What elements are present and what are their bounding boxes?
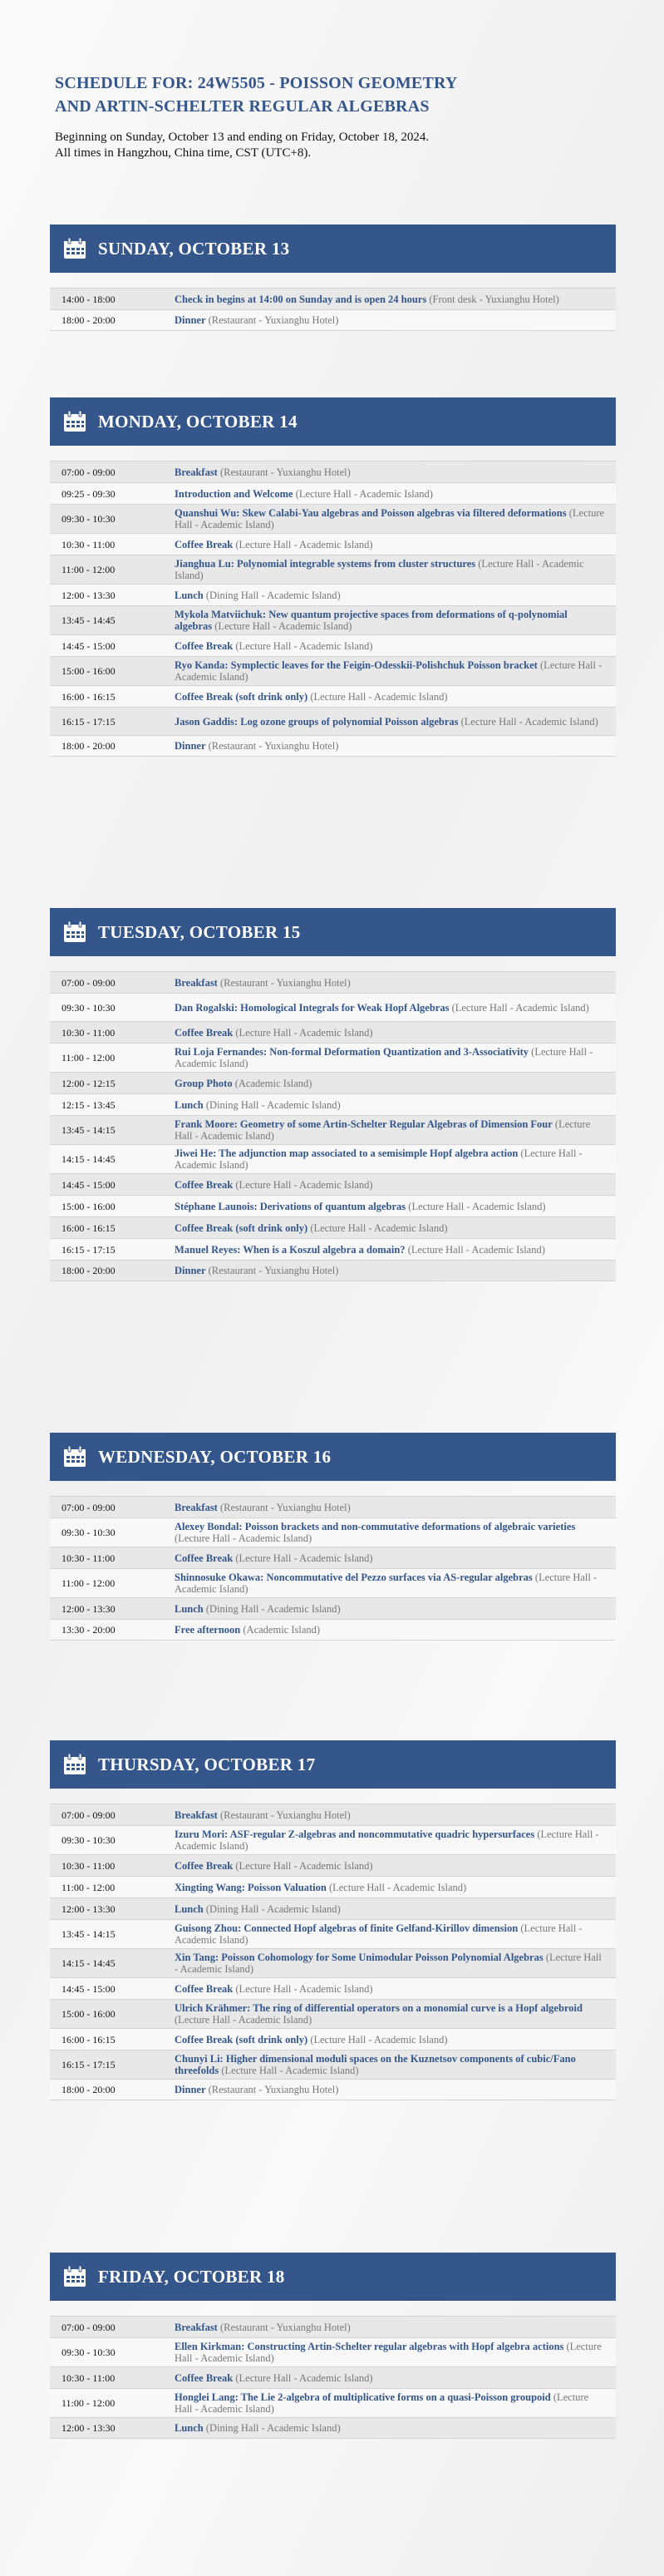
schedule-row bbox=[50, 707, 616, 735]
day-title: FRIDAY, OCTOBER 18 bbox=[98, 2266, 285, 2287]
event-title[interactable]: Coffee Break (soft drink only) bbox=[175, 690, 308, 703]
event-time: 13:45 - 14:45 bbox=[61, 614, 116, 626]
event-location: (Lecture Hall - Academic Island) bbox=[408, 1200, 546, 1212]
event-location: (Academic Island) bbox=[234, 1077, 312, 1089]
event-title[interactable]: Introduction and Welcome bbox=[175, 487, 293, 500]
day-section bbox=[50, 1740, 616, 2100]
day-banner bbox=[50, 1433, 616, 1481]
event-title[interactable]: Lunch bbox=[175, 1602, 204, 1615]
day-title: WEDNESDAY, OCTOBER 16 bbox=[98, 1446, 332, 1467]
event-location: (Lecture Hall - Academic Island) bbox=[310, 2033, 448, 2046]
event-title[interactable]: Coffee Break bbox=[175, 1178, 234, 1191]
schedule-row bbox=[50, 2028, 616, 2050]
day-section bbox=[50, 1433, 616, 1641]
schedule-row bbox=[50, 584, 616, 605]
event-time: 10:30 - 11:00 bbox=[61, 1026, 116, 1039]
event-title[interactable]: Ulrich Krähmer: The ring of differential operators on a monomial curve is a Hopf algebroid bbox=[175, 2002, 583, 2014]
day-banner bbox=[50, 397, 616, 446]
event-location: (Dining Hall - Academic Island) bbox=[205, 1902, 341, 1915]
schedule-row bbox=[50, 971, 616, 993]
event-time: 09:25 - 09:30 bbox=[61, 487, 116, 500]
event-title[interactable]: Coffee Break bbox=[175, 538, 234, 550]
schedule-row bbox=[50, 504, 616, 533]
event-description bbox=[175, 659, 616, 683]
event-description bbox=[175, 2002, 616, 2026]
event-time: 16:00 - 16:15 bbox=[61, 690, 116, 703]
day-title: TUESDAY, OCTOBER 15 bbox=[98, 921, 301, 942]
event-location: (Lecture Hall - Academic Island) bbox=[235, 1552, 373, 1564]
event-location: (Lecture Hall - Academic Island) bbox=[235, 2371, 373, 2384]
event-description bbox=[175, 1078, 616, 1089]
event-title[interactable]: Manuel Reyes: When is a Koszul algebra a domain? bbox=[175, 1243, 406, 1256]
day-banner bbox=[50, 225, 616, 273]
event-time: 09:30 - 10:30 bbox=[61, 513, 116, 525]
event-title[interactable]: Quanshui Wu: Skew Calabi-Yau algebras and Poisson algebras via filtered deformations bbox=[175, 507, 567, 519]
event-description bbox=[175, 1521, 616, 1544]
event-location: (Lecture Hall - Academic Island) bbox=[328, 1881, 467, 1893]
schedule-row bbox=[50, 1238, 616, 1260]
event-time: 11:00 - 12:00 bbox=[61, 1577, 116, 1589]
event-location: (Lecture Hall - Academic Island) bbox=[407, 1243, 545, 1256]
event-location: (Lecture Hall - Academic Island) bbox=[175, 2341, 602, 2364]
calendar-icon bbox=[63, 238, 86, 259]
event-time: 15:00 - 16:00 bbox=[61, 1200, 116, 1212]
schedule-row bbox=[50, 1597, 616, 1619]
event-description bbox=[175, 1002, 616, 1014]
schedule-row bbox=[50, 2337, 616, 2366]
event-time: 07:00 - 09:00 bbox=[61, 1501, 116, 1513]
event-description bbox=[175, 558, 616, 581]
event-time: 16:00 - 16:15 bbox=[61, 2033, 116, 2046]
event-title[interactable]: Frank Moore: Geometry of some Artin-Schelter Regular Algebras of Dimension Four bbox=[175, 1118, 553, 1130]
event-time: 10:30 - 11:00 bbox=[61, 538, 116, 550]
schedule-table bbox=[50, 1804, 616, 2100]
schedule-row bbox=[50, 993, 616, 1021]
event-title[interactable]: Xingting Wang: Poisson Valuation bbox=[175, 1881, 327, 1893]
event-description bbox=[175, 1882, 616, 1893]
schedule-row bbox=[50, 533, 616, 555]
event-description bbox=[175, 2322, 616, 2333]
schedule-row bbox=[50, 656, 616, 685]
schedule-row bbox=[50, 1260, 616, 1281]
event-time: 16:15 - 17:15 bbox=[61, 715, 116, 728]
day-banner bbox=[50, 908, 616, 956]
event-location: (Lecture Hall - Academic Island) bbox=[214, 620, 352, 632]
event-title[interactable]: Jiwei He: The adjunction map associated to a semisimple Hopf algebra action bbox=[175, 1147, 519, 1159]
event-description bbox=[175, 314, 616, 326]
event-title[interactable]: Coffee Break bbox=[175, 1026, 234, 1039]
event-time: 07:00 - 09:00 bbox=[61, 2321, 116, 2333]
event-description bbox=[175, 1027, 616, 1039]
event-description bbox=[175, 1244, 616, 1256]
event-time: 09:30 - 10:30 bbox=[61, 1527, 116, 1538]
event-location: (Lecture Hall - Academic Island) bbox=[235, 1026, 373, 1039]
event-title[interactable]: Ryo Kanda: Symplectic leaves for the Feigin-Odesskii-Polishchuk Poisson bracket bbox=[175, 659, 538, 671]
event-title[interactable]: Breakfast bbox=[175, 2321, 218, 2333]
event-time: 11:00 - 12:00 bbox=[61, 1052, 116, 1063]
event-title[interactable]: Free afternoon bbox=[175, 1624, 241, 1636]
schedule-table bbox=[50, 971, 616, 1281]
event-time: 12:00 - 13:30 bbox=[61, 1602, 116, 1615]
event-description bbox=[175, 590, 616, 601]
event-description bbox=[175, 1809, 616, 1821]
event-location: (Restaurant - Yuxianghu Hotel) bbox=[208, 740, 339, 752]
event-title[interactable]: Lunch bbox=[175, 589, 204, 601]
event-title[interactable]: Lunch bbox=[175, 2422, 204, 2434]
event-time: 09:30 - 10:30 bbox=[61, 2347, 116, 2358]
event-time: 14:45 - 15:00 bbox=[61, 639, 116, 652]
event-description bbox=[175, 740, 616, 752]
event-description bbox=[175, 1828, 616, 1852]
event-location: (Restaurant - Yuxianghu Hotel) bbox=[219, 2321, 351, 2333]
schedule-row bbox=[50, 1619, 616, 1641]
event-time: 12:15 - 13:45 bbox=[61, 1098, 116, 1111]
event-title[interactable]: Coffee Break bbox=[175, 1552, 234, 1564]
schedule-row bbox=[50, 288, 616, 309]
event-title[interactable]: Breakfast bbox=[175, 1809, 218, 1821]
schedule-row bbox=[50, 482, 616, 504]
event-description bbox=[175, 1099, 616, 1111]
event-description bbox=[175, 1860, 616, 1872]
event-title[interactable]: Jason Gaddis: Log ozone groups of polynomial Poisson algebras bbox=[175, 715, 459, 728]
event-time: 18:00 - 20:00 bbox=[61, 1265, 116, 1276]
schedule-row bbox=[50, 1876, 616, 1897]
event-location: (Restaurant - Yuxianghu Hotel) bbox=[219, 1501, 351, 1513]
event-location: (Restaurant - Yuxianghu Hotel) bbox=[219, 976, 351, 989]
schedule-row bbox=[50, 1144, 616, 1173]
event-time: 14:45 - 15:00 bbox=[61, 1178, 116, 1191]
event-description bbox=[175, 539, 616, 550]
event-time: 15:00 - 16:00 bbox=[61, 665, 116, 677]
event-time: 10:30 - 11:00 bbox=[61, 1859, 116, 1872]
event-time: 16:00 - 16:15 bbox=[61, 1221, 116, 1234]
calendar-icon bbox=[63, 411, 86, 432]
event-description bbox=[175, 1179, 616, 1191]
event-time: 18:00 - 20:00 bbox=[61, 2084, 116, 2095]
event-description bbox=[175, 977, 616, 989]
event-time: 13:45 - 14:15 bbox=[61, 1928, 116, 1940]
event-description bbox=[175, 609, 616, 632]
schedule-row bbox=[50, 555, 616, 584]
event-time: 12:00 - 13:30 bbox=[61, 1902, 116, 1915]
event-location: (Restaurant - Yuxianghu Hotel) bbox=[208, 2084, 339, 2095]
event-time: 10:30 - 11:00 bbox=[61, 1552, 116, 1564]
event-time: 07:00 - 09:00 bbox=[61, 466, 116, 478]
event-description bbox=[175, 716, 616, 728]
event-description bbox=[175, 2084, 616, 2095]
schedule-intro bbox=[55, 130, 609, 161]
event-time: 14:15 - 14:45 bbox=[61, 1153, 116, 1165]
event-time: 12:00 - 13:30 bbox=[61, 589, 116, 601]
schedule-row bbox=[50, 1043, 616, 1072]
event-title[interactable]: Xin Tang: Poisson Cohomology for Some Unimodular Poisson Polynomial Algebras bbox=[175, 1952, 543, 1963]
event-title[interactable]: Jianghua Lu: Polynomial integrable systems from cluster structures bbox=[175, 558, 476, 570]
event-location: (Lecture Hall - Academic Island) bbox=[175, 558, 584, 581]
event-location: (Lecture Hall - Academic Island) bbox=[451, 1001, 589, 1014]
day-section bbox=[50, 225, 616, 331]
event-description bbox=[175, 2391, 616, 2415]
event-location: (Front desk - Yuxianghu Hotel) bbox=[429, 293, 559, 305]
event-description bbox=[175, 1552, 616, 1564]
event-location: (Academic Island) bbox=[243, 1624, 321, 1636]
event-description bbox=[175, 1201, 616, 1212]
schedule-row bbox=[50, 2388, 616, 2417]
event-description bbox=[175, 1046, 616, 1069]
day-section bbox=[50, 908, 616, 1281]
event-location: (Lecture Hall - Academic Island) bbox=[175, 2014, 312, 2026]
event-location: (Lecture Hall - Academic Island) bbox=[175, 1828, 599, 1852]
schedule-row bbox=[50, 1496, 616, 1517]
event-location: (Lecture Hall - Academic Island) bbox=[221, 2065, 359, 2076]
event-location: (Lecture Hall - Academic Island) bbox=[175, 2391, 589, 2415]
schedule-row bbox=[50, 2366, 616, 2388]
event-title[interactable]: Rui Loja Fernandes: Non-formal Deformation Quantization and 3-Associativity bbox=[175, 1046, 529, 1058]
calendar-icon bbox=[63, 1446, 86, 1468]
event-title[interactable]: Dinner bbox=[175, 314, 206, 326]
event-description bbox=[175, 640, 616, 652]
schedule-table bbox=[50, 461, 616, 757]
event-description bbox=[175, 1147, 616, 1171]
event-title[interactable]: Izuru Mori: ASF-regular Z-algebras and noncommutative quadric hypersurfaces bbox=[175, 1828, 535, 1840]
schedule-row bbox=[50, 1517, 616, 1547]
day-section bbox=[50, 397, 616, 757]
schedule-row bbox=[50, 1568, 616, 1597]
event-description bbox=[175, 1222, 616, 1234]
event-title[interactable]: Lunch bbox=[175, 1902, 204, 1915]
schedule-table bbox=[50, 2316, 616, 2439]
day-title: SUNDAY, OCTOBER 13 bbox=[98, 238, 290, 259]
event-description bbox=[175, 1903, 616, 1915]
event-time: 13:30 - 20:00 bbox=[61, 1624, 116, 1636]
event-title[interactable]: Coffee Break (soft drink only) bbox=[175, 1221, 308, 1234]
schedule-row bbox=[50, 461, 616, 482]
event-time: 18:00 - 20:00 bbox=[61, 740, 116, 752]
calendar-icon bbox=[63, 1754, 86, 1775]
schedule-table bbox=[50, 288, 616, 331]
schedule-row bbox=[50, 1919, 616, 1948]
event-location: (Lecture Hall - Academic Island) bbox=[175, 1572, 598, 1595]
event-location: (Restaurant - Yuxianghu Hotel) bbox=[208, 1265, 339, 1276]
schedule-row bbox=[50, 1547, 616, 1568]
event-time: 07:00 - 09:00 bbox=[61, 976, 116, 989]
day-banner bbox=[50, 1740, 616, 1789]
schedule-row bbox=[50, 1072, 616, 1093]
schedule-row bbox=[50, 1021, 616, 1043]
event-time: 12:00 - 13:30 bbox=[61, 2422, 116, 2434]
event-time: 10:30 - 11:00 bbox=[61, 2371, 116, 2384]
event-location: (Restaurant - Yuxianghu Hotel) bbox=[219, 1809, 351, 1821]
event-location: (Lecture Hall - Academic Island) bbox=[310, 1221, 448, 1234]
schedule-row bbox=[50, 1216, 616, 1238]
schedule-row bbox=[50, 1999, 616, 2028]
event-description bbox=[175, 1603, 616, 1615]
schedule-row bbox=[50, 1977, 616, 1999]
event-description bbox=[175, 1952, 616, 1975]
event-time: 16:15 - 17:15 bbox=[61, 1243, 116, 1256]
schedule-row bbox=[50, 1825, 616, 1854]
event-description bbox=[175, 488, 616, 500]
event-title[interactable]: Breakfast bbox=[175, 466, 218, 478]
event-location: (Restaurant - Yuxianghu Hotel) bbox=[219, 466, 351, 478]
schedule-table bbox=[50, 1496, 616, 1641]
event-title[interactable]: Dinner bbox=[175, 2084, 206, 2095]
event-location: (Lecture Hall - Academic Island) bbox=[295, 487, 433, 500]
schedule-row bbox=[50, 2417, 616, 2439]
event-description bbox=[175, 1572, 616, 1595]
calendar-icon bbox=[63, 2266, 86, 2287]
event-time: 14:45 - 15:00 bbox=[61, 1982, 116, 1995]
event-title[interactable]: Lunch bbox=[175, 1098, 204, 1111]
event-title[interactable]: Shinnosuke Okawa: Noncommutative del Pezzo surfaces via AS-regular algebras bbox=[175, 1572, 533, 1583]
event-description bbox=[175, 1118, 616, 1142]
event-location: (Lecture Hall - Academic Island) bbox=[235, 1178, 373, 1191]
event-title[interactable]: Coffee Break (soft drink only) bbox=[175, 2033, 308, 2046]
event-title[interactable]: Breakfast bbox=[175, 1501, 218, 1513]
event-time: 14:00 - 18:00 bbox=[61, 293, 116, 305]
event-time: 11:00 - 12:00 bbox=[61, 1881, 116, 1893]
title-line-1: SCHEDULE FOR: 24W5505 - POISSON GEOMETRY bbox=[55, 74, 458, 92]
event-location: (Lecture Hall - Academic Island) bbox=[235, 538, 373, 550]
day-title: MONDAY, OCTOBER 14 bbox=[98, 411, 298, 432]
schedule-row bbox=[50, 1093, 616, 1115]
event-location: (Dining Hall - Academic Island) bbox=[205, 1098, 341, 1111]
event-description bbox=[175, 1265, 616, 1276]
event-location: (Lecture Hall - Academic Island) bbox=[460, 715, 598, 728]
event-location: (Lecture Hall - Academic Island) bbox=[235, 639, 373, 652]
event-description bbox=[175, 294, 616, 305]
title-line-2: AND ARTIN-SCHELTER REGULAR ALGEBRAS bbox=[55, 97, 430, 116]
event-time: 12:00 - 12:15 bbox=[61, 1077, 116, 1089]
event-title[interactable]: Coffee Break bbox=[175, 1859, 234, 1872]
event-location: (Lecture Hall - Academic Island) bbox=[175, 1922, 583, 1946]
schedule-row bbox=[50, 605, 616, 634]
calendar-icon bbox=[63, 921, 86, 943]
event-title[interactable]: Group Photo bbox=[175, 1077, 233, 1089]
schedule-row bbox=[50, 2079, 616, 2100]
event-location: (Lecture Hall - Academic Island) bbox=[175, 1532, 312, 1544]
event-title[interactable]: Check in begins at 14:00 on Sunday and is open 24 hours bbox=[175, 293, 427, 305]
event-title[interactable]: Guisong Zhou: Connected Hopf algebras of finite Gelfand-Kirillov dimension bbox=[175, 1922, 519, 1934]
event-location: (Lecture Hall - Academic Island) bbox=[235, 1859, 373, 1872]
event-description bbox=[175, 1624, 616, 1636]
schedule-header bbox=[0, 0, 664, 161]
event-description bbox=[175, 691, 616, 703]
event-time: 14:15 - 14:45 bbox=[61, 1957, 116, 1969]
schedule-row bbox=[50, 735, 616, 757]
event-time: 18:00 - 20:00 bbox=[61, 314, 116, 326]
event-location: (Lecture Hall - Academic Island) bbox=[175, 1046, 593, 1069]
event-title[interactable]: Ellen Kirkman: Constructing Artin-Schelter regular algebras with Hopf algebra actions bbox=[175, 2341, 564, 2352]
event-location: (Dining Hall - Academic Island) bbox=[205, 2422, 341, 2434]
event-title[interactable]: Coffee Break bbox=[175, 1982, 234, 1995]
event-time: 11:00 - 12:00 bbox=[61, 2397, 116, 2409]
day-section bbox=[50, 2253, 616, 2439]
page-title bbox=[55, 72, 609, 118]
event-title[interactable]: Coffee Break bbox=[175, 639, 234, 652]
schedule-row bbox=[50, 2316, 616, 2337]
event-location: (Lecture Hall - Academic Island) bbox=[175, 1147, 583, 1171]
event-title[interactable]: Chunyi Li: Higher dimensional moduli spaces on the Kuznetsov components of cubic/Fano threefolds bbox=[175, 2053, 576, 2076]
event-location: (Dining Hall - Academic Island) bbox=[205, 589, 341, 601]
event-location: (Lecture Hall - Academic Island) bbox=[310, 690, 448, 703]
day-title: THURSDAY, OCTOBER 17 bbox=[98, 1754, 316, 1774]
schedule-row bbox=[50, 685, 616, 707]
event-location: (Lecture Hall - Academic Island) bbox=[175, 1118, 591, 1142]
event-title[interactable]: Coffee Break bbox=[175, 2371, 234, 2384]
event-title[interactable]: Honglei Lang: The Lie 2-algebra of multiplicative forms on a quasi-Poisson groupoid bbox=[175, 2391, 551, 2403]
event-location: (Lecture Hall - Academic Island) bbox=[175, 1952, 602, 1975]
schedule-row bbox=[50, 1195, 616, 1216]
event-time: 16:15 - 17:15 bbox=[61, 2059, 116, 2070]
event-title[interactable]: Stéphane Launois: Derivations of quantum algebras bbox=[175, 1200, 406, 1212]
event-title[interactable]: Dan Rogalski: Homological Integrals for Weak Hopf Algebras bbox=[175, 1001, 450, 1014]
schedule-row bbox=[50, 309, 616, 331]
event-time: 15:00 - 16:00 bbox=[61, 2008, 116, 2020]
event-title[interactable]: Mykola Matviichuk: New quantum projective spaces from deformations of q-polynomial algebras bbox=[175, 609, 568, 632]
event-location: (Dining Hall - Academic Island) bbox=[205, 1602, 341, 1615]
event-description bbox=[175, 1922, 616, 1946]
event-description bbox=[175, 1983, 616, 1995]
schedule-row bbox=[50, 1948, 616, 1977]
event-location: (Lecture Hall - Academic Island) bbox=[235, 1982, 373, 1995]
event-description bbox=[175, 2053, 616, 2076]
event-location: (Lecture Hall - Academic Island) bbox=[175, 507, 605, 530]
event-location: (Lecture Hall - Academic Island) bbox=[175, 659, 603, 683]
schedule-row bbox=[50, 1115, 616, 1144]
event-location: (Restaurant - Yuxianghu Hotel) bbox=[208, 314, 339, 326]
intro-line-2: All times in Hangzhou, China time, CST (UTC+8). bbox=[55, 146, 312, 160]
event-time: 13:45 - 14:15 bbox=[61, 1124, 116, 1136]
day-banner bbox=[50, 2253, 616, 2301]
intro-line-1: Beginning on Sunday, October 13 and ending on Friday, October 18, 2024. bbox=[55, 131, 430, 144]
event-title[interactable]: Dinner bbox=[175, 740, 206, 752]
event-description bbox=[175, 1502, 616, 1513]
event-description bbox=[175, 2372, 616, 2384]
schedule-row bbox=[50, 1804, 616, 1825]
event-description bbox=[175, 466, 616, 478]
schedule-row bbox=[50, 2050, 616, 2079]
event-description bbox=[175, 507, 616, 530]
event-title[interactable]: Alexey Bondal: Poisson brackets and non-commutative deformations of algebraic varieties bbox=[175, 1521, 576, 1532]
event-time: 07:00 - 09:00 bbox=[61, 1809, 116, 1821]
event-description bbox=[175, 2422, 616, 2434]
event-title[interactable]: Breakfast bbox=[175, 976, 218, 989]
schedule-row bbox=[50, 1854, 616, 1876]
schedule-row bbox=[50, 1897, 616, 1919]
event-description bbox=[175, 2341, 616, 2364]
event-title[interactable]: Dinner bbox=[175, 1265, 206, 1276]
event-description bbox=[175, 2034, 616, 2046]
event-time: 09:30 - 10:30 bbox=[61, 1001, 116, 1014]
schedule-row bbox=[50, 1173, 616, 1195]
event-time: 11:00 - 12:00 bbox=[61, 564, 116, 575]
schedule-row bbox=[50, 634, 616, 656]
event-time: 09:30 - 10:30 bbox=[61, 1834, 116, 1846]
